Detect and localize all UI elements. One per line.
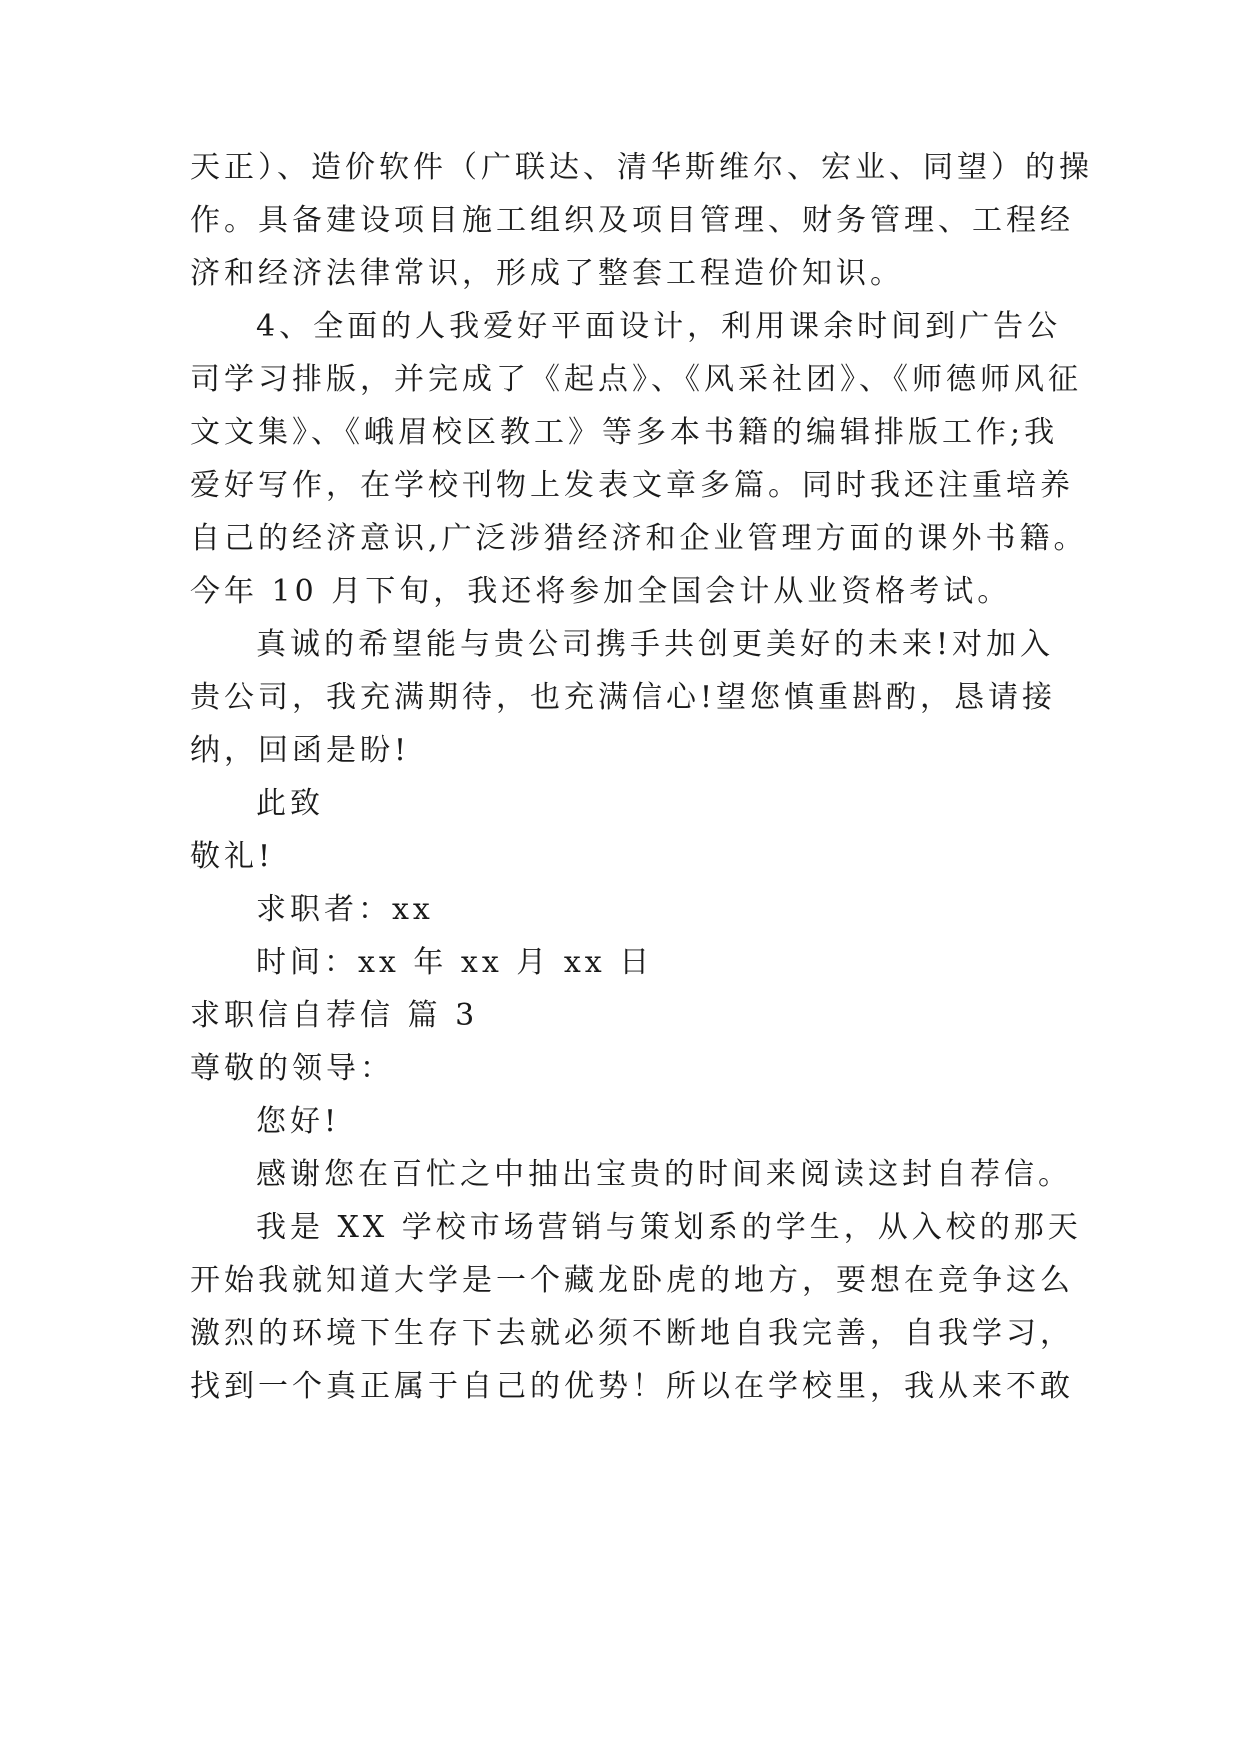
paragraph-line: 济和经济法律常识，形成了整套工程造价知识。 [190, 256, 904, 291]
paragraph-line: 4、全面的人我爱好平面设计，利用课余时间到广告公 [256, 309, 1062, 344]
date-line: 时间：xx 年 xx 月 xx 日 [256, 945, 654, 980]
paragraph-line: 感谢您在百忙之中抽出宝贵的时间来阅读这封自荐信。 [256, 1157, 1072, 1192]
signature-line: 求职者：xx [256, 892, 434, 927]
paragraph-line: 今年 10 月下旬，我还将参加全国会计从业资格考试。 [190, 574, 1012, 609]
paragraph-line: 自己的经济意识,广泛涉猎经济和企业管理方面的课外书籍。 [190, 521, 1088, 556]
paragraph-line: 开始我就知道大学是一个藏龙卧虎的地方，要想在竞争这么 [190, 1263, 1074, 1298]
paragraph-line: 作。具备建设项目施工组织及项目管理、财务管理、工程经 [190, 203, 1074, 238]
paragraph-line: 我是 XX 学校市场营销与策划系的学生，从入校的那天 [256, 1210, 1082, 1245]
greeting-line: 尊敬的领导： [190, 1051, 394, 1086]
closing-line: 此致 [256, 786, 324, 821]
paragraph-line: 纳，回函是盼! [190, 733, 411, 768]
paragraph-line: 司学习排版，并完成了《起点》、《风采社团》、《师德师风征 [190, 362, 1082, 397]
greeting-line: 您好! [256, 1104, 341, 1139]
section-title: 求职信自荐信 篇 3 [190, 998, 479, 1033]
paragraph-line: 激烈的环境下生存下去就必须不断地自我完善，自我学习， [190, 1316, 1074, 1351]
paragraph-line: 爱好写作，在学校刊物上发表文章多篇。同时我还注重培养 [190, 468, 1074, 503]
paragraph-line: 真诚的希望能与贵公司携手共创更美好的未来!对加入 [256, 627, 1055, 662]
paragraph-line: 贵公司，我充满期待，也充满信心!望您慎重斟酌，恳请接 [190, 680, 1057, 715]
salutation-line: 敬礼! [190, 839, 275, 874]
paragraph-line: 天正）、造价软件（广联达、清华斯维尔、宏业、同望）的操 [190, 150, 1093, 185]
paragraph-line: 文文集》、《峨眉校区教工》等多本书籍的编辑排版工作;我 [190, 415, 1059, 450]
paragraph-line: 找到一个真正属于自己的优势！所以在学校里，我从来不敢 [190, 1369, 1074, 1404]
